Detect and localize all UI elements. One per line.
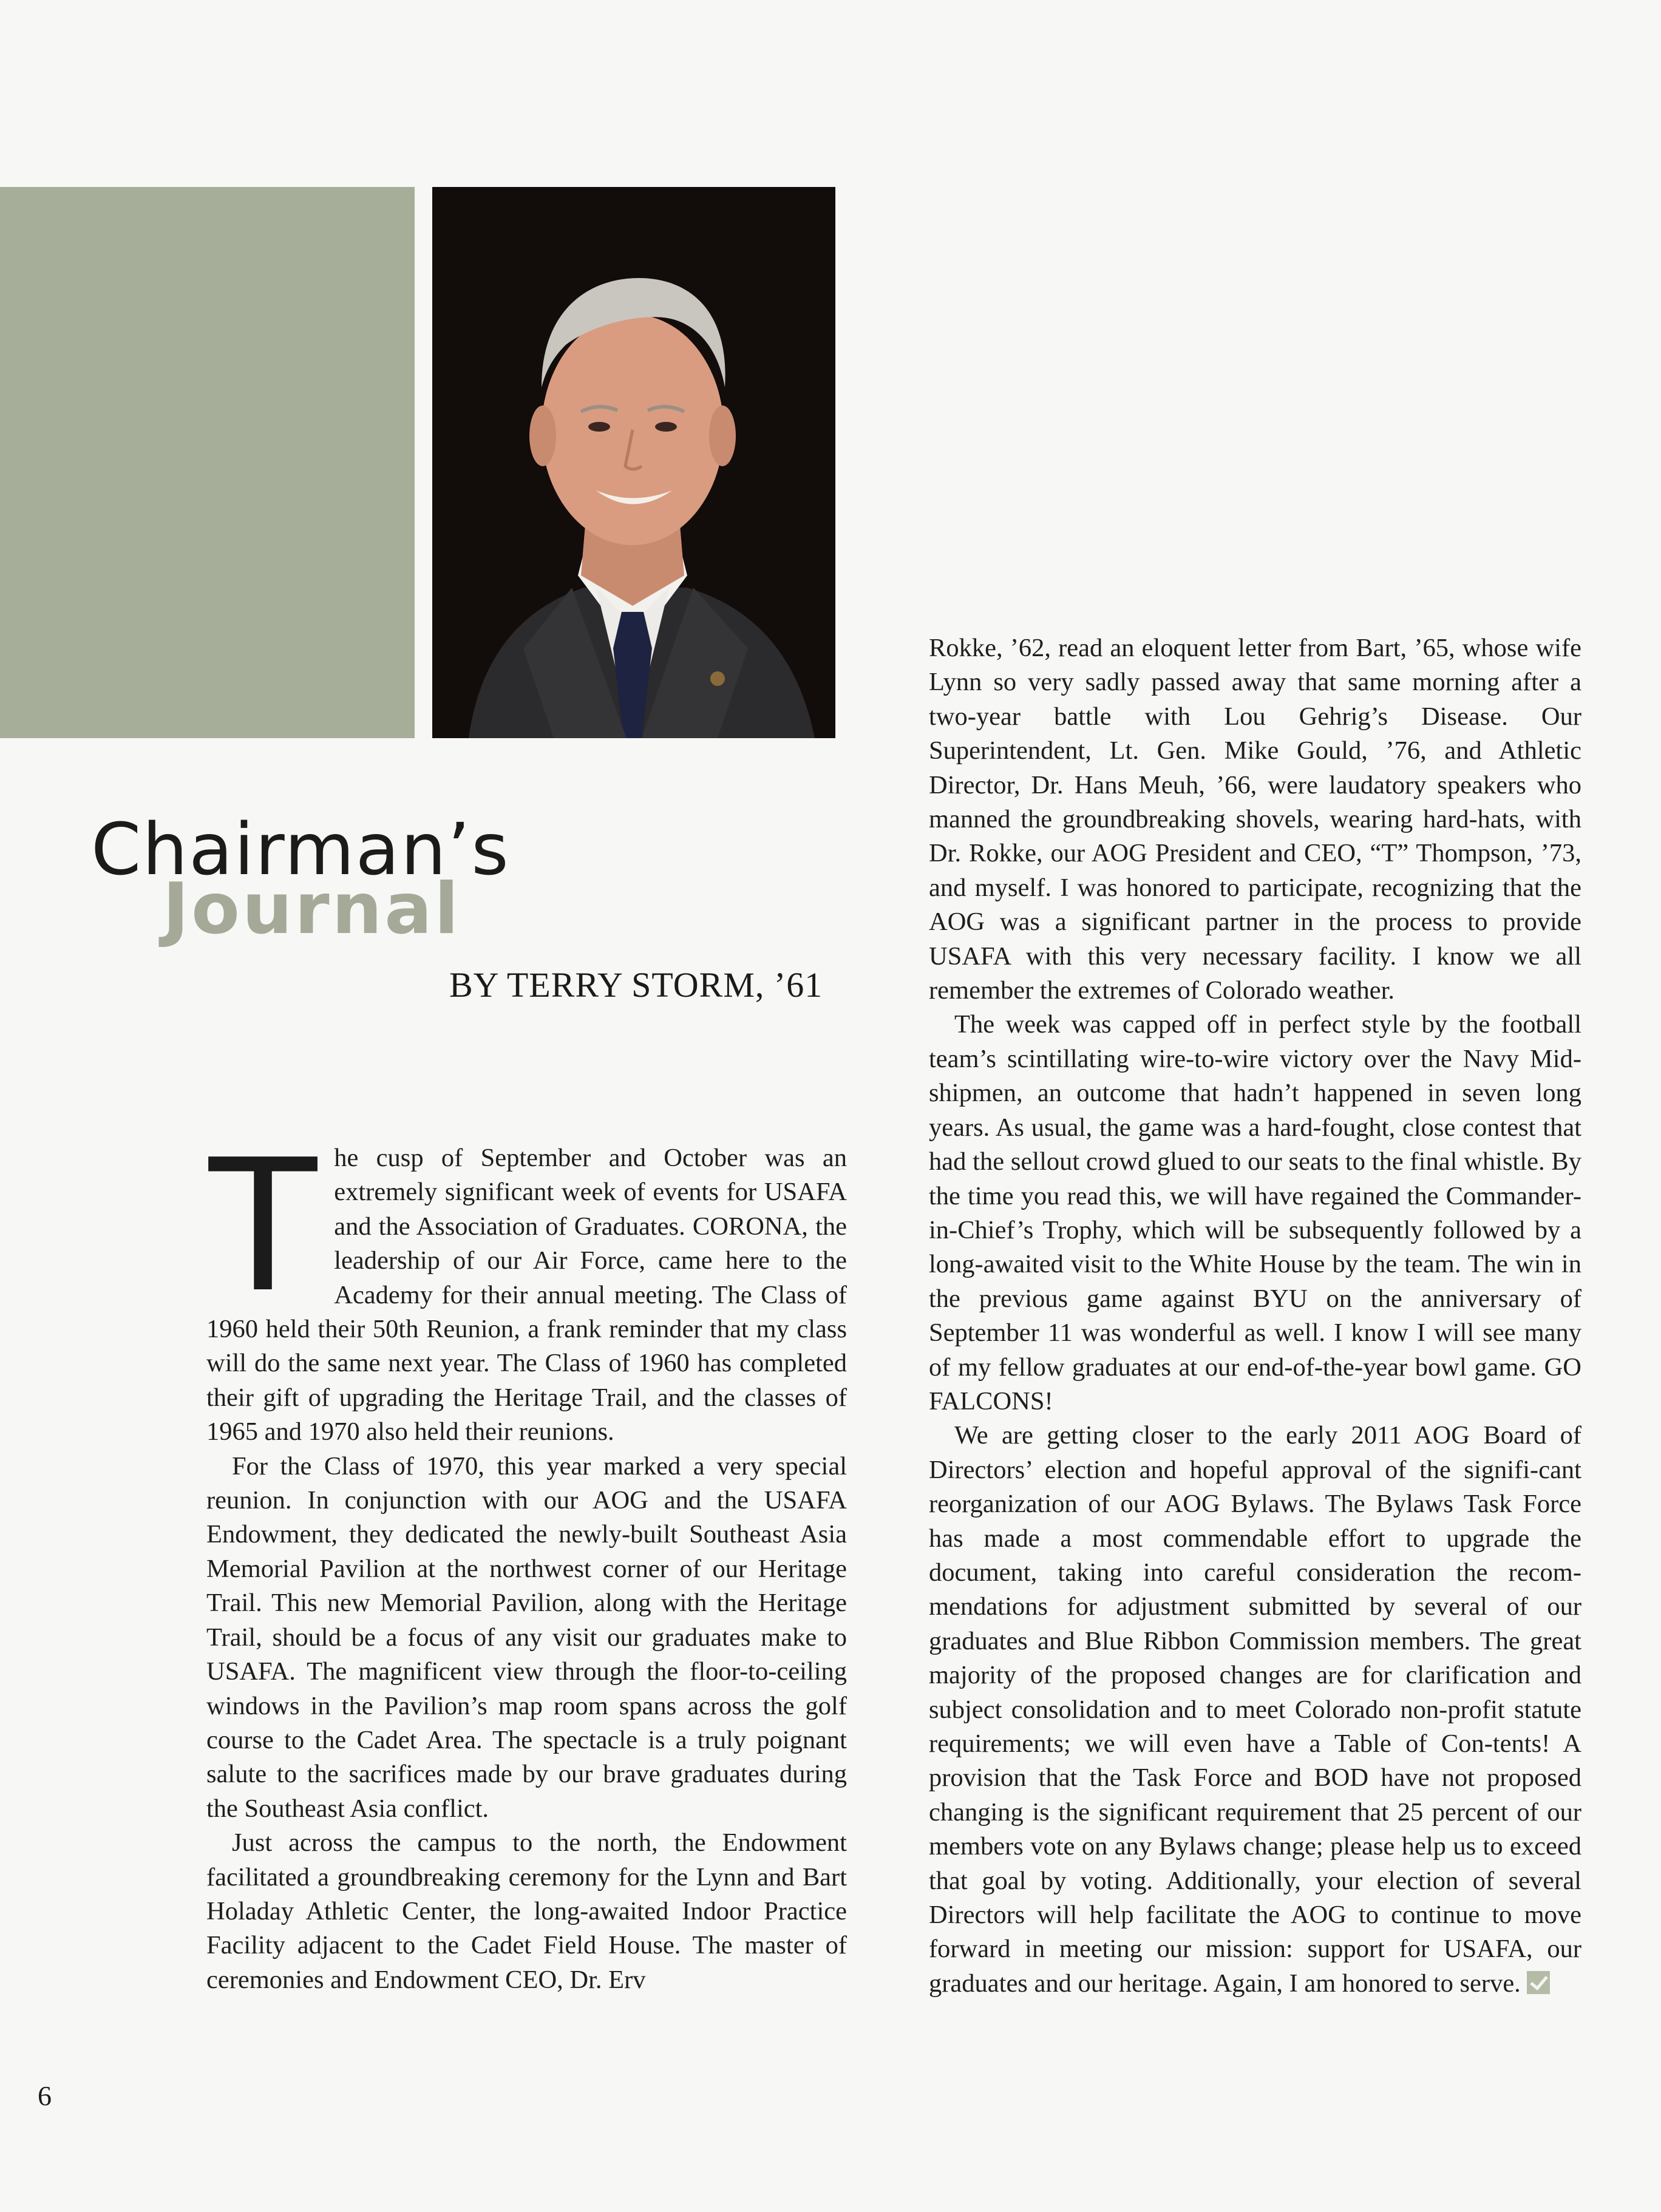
article-paragraph: The week was capped off in perfect style by the football team’s scintillating wire-to-wire victory over the Navy Mid-shipmen, an outcome that hadn’t happened in seven long years. As usual, the game was a hard-fought, close contest that had the sellout crowd glued to our seats to the final whistle. By the time you read this, we will have regained the Commander-in-Chief’s Trophy, which will be subsequently followed by a long-awaited visit to the White House by the team. The win in the previous game against BYU on the anniversary of September 11 was wonderful as well. I know I will see many of my fellow graduates at our end-of-the-year bowl game. GO FALCONS! [929, 1010, 1581, 1416]
article-paragraph-last [929, 1419, 1581, 2001]
article-column-left [204, 1115, 847, 1997]
article-paragraph: Rokke, ’62, read an eloquent letter from Bart, ’65, whose wife Lynn so very sadly passed away that same morning after a two-year battle with Lou Gehrig’s Disease. Our Superintendent, Lt. Gen. Mike Gould, ’76, and Athletic Director, Dr. Hans Meuh, ’66, were laudatory speakers who manned the groundbreaking shovels, wearing hard-hats, with Dr. Rokke, our AOG President and CEO, “T” Thompson, ’73, and myself. I was honored to participate, recognizing that the AOG was a significant partner in the process to provide USAFA with this very necessary facility. I know we all remember the extremes of Colorado weather. [929, 634, 1581, 1005]
drop-cap: T [204, 1115, 322, 1331]
title-journal: Journal [163, 868, 461, 950]
decorative-green-block [0, 187, 415, 738]
byline: BY TERRY STORM, ’61 [449, 965, 823, 1005]
article-paragraph: he cusp of September and October was an extremely significant week of events for USAFA and the Association of Graduates. CORONA, the leadership of our Air Force, came here to the Academy for their annual meeting. The Class of 1960 held their 50th Reunion, a frank reminder that my class will do the same next year. The Class of 1960 has completed their gift of upgrading the Heritage Trail, and the classes of 1965 and 1970 also held their reunions. [206, 1144, 847, 1447]
title-chairmans: Chairman’s [91, 807, 510, 891]
article-paragraph-text: We are getting closer to the early 2011 AOG Board of Directors’ election and hopeful approval of the signifi-cant reorganization of our AOG Bylaws. The Bylaws Task Force has made a most commendable effort to upgrade the document, taking into careful consideration the recom-mendations for adjustment submitted by several of our graduates and Blue Ribbon Commission members. The great majority of the proposed changes are for clarification and subject consolidation and to meet Colorado non-profit statute requirements; we will even have a Table of Con-tents! A provision that the Task Force and BOD have not proposed changing is the significant requirement that 25 percent of our members vote on any Bylaws change; please help us to exceed that goal by voting. Additionally, your election of several Directors will help facilitate the AOG to continue to move forward in meeting our mission: support for USAFA, our graduates and our heritage. Again, I am honored to serve. [929, 1421, 1581, 1998]
article-column-right [929, 631, 1581, 2001]
article-paragraph: Just across the campus to the north, the Endowment facilitated a groundbreaking ceremony for the Lynn and Bart Holaday Athletic Center, the long-awaited Indoor Practice Facility adjacent to the Cadet Field House. The master of ceremonies and Endowment CEO, Dr. Erv [206, 1828, 847, 1994]
article-paragraph: For the Class of 1970, this year marked a very special reunion. In conjunction with our AOG and the USAFA Endowment, they dedicated the newly-built Southeast Asia Memorial Pavilion at the northwest corner of our Heritage Trail. This new Memorial Pavilion, along with the Heritage Trail, should be a focus of any visit our graduates make to USAFA. The magnificent view through the floor-to-ceiling windows in the Pavilion’s map room spans across the golf course to the Cadet Area. The spectacle is a truly poignant salute to the sacrifices made by our brave graduates during the Southeast Asia conflict. [206, 1451, 847, 1823]
author-portrait [432, 187, 835, 738]
page-number: 6 [38, 2080, 52, 2111]
checkmark-icon [1527, 1971, 1550, 1994]
